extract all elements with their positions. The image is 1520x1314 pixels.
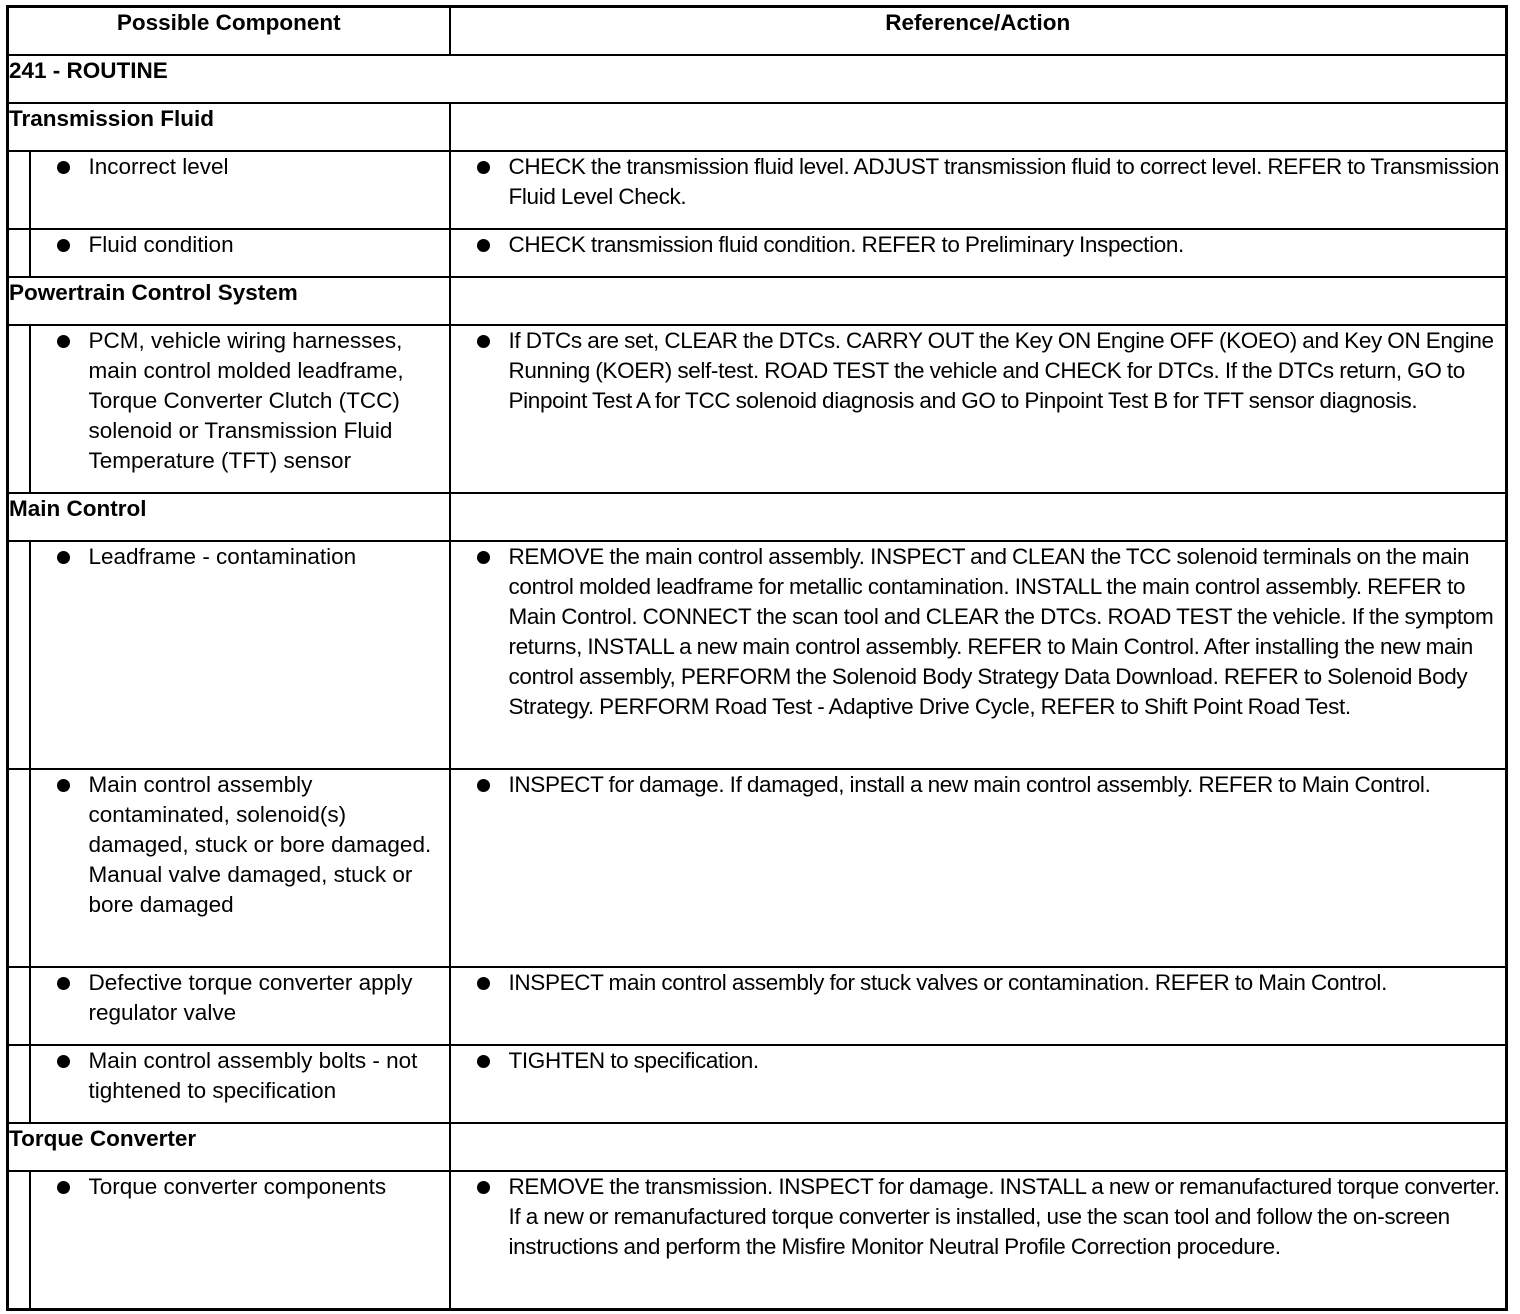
component-cell: Incorrect level xyxy=(30,151,450,229)
action-cell: CHECK the transmission fluid level. ADJUST transmission fluid to correct level. REFER to Transmission Fluid Level Check. xyxy=(450,151,1507,229)
indent-cell xyxy=(8,1171,30,1309)
table-row xyxy=(8,1171,1507,1309)
bullet-icon xyxy=(451,770,509,800)
group-row-transmission-fluid xyxy=(8,103,1507,151)
indent-cell xyxy=(8,151,30,229)
table-row xyxy=(8,541,1507,769)
diagnosis-table xyxy=(6,5,1508,1311)
group-title: Main Control xyxy=(8,493,450,541)
group-empty-cell xyxy=(450,493,1507,541)
bullet-icon xyxy=(451,542,509,722)
bullet-icon xyxy=(31,1046,89,1106)
component-cell: Fluid condition xyxy=(30,229,450,277)
header-reference-action: Reference/Action xyxy=(450,7,1507,56)
routine-row xyxy=(8,55,1507,103)
action-cell: If DTCs are set, CLEAR the DTCs. CARRY OUT the Key ON Engine OFF (KOEO) and Key ON Engine Running (KOER) self-test. ROAD TEST the vehicle and CHECK for DTCs. If the DTCs return, GO to Pinpoint Test A for TCC solenoid diagnosis and GO to Pinpoint Test B for TFT sensor diagnosis. xyxy=(450,325,1507,493)
component-cell: Defective torque converter apply regulator valve xyxy=(30,967,450,1045)
action-cell: CHECK transmission fluid condition. REFER to Preliminary Inspection. xyxy=(450,229,1507,277)
action-cell: REMOVE the main control assembly. INSPECT and CLEAN the TCC solenoid terminals on the main control molded leadframe for metallic contamination. INSTALL the main control assembly. REFER to Main Control. CONNECT the scan tool and CLEAR the DTCs. ROAD TEST the vehicle. If the symptom returns, INSTALL a new main control assembly. REFER to Main Control. After installing the new main control assembly, PERFORM the Solenoid Body Strategy Data Download. REFER to Solenoid Body Strategy. PERFORM Road Test - Adaptive Drive Cycle, REFER to Shift Point Road Test. xyxy=(450,541,1507,769)
bullet-icon xyxy=(31,968,89,1028)
bullet-icon xyxy=(451,326,509,416)
bullet-icon xyxy=(451,1046,509,1076)
bullet-icon xyxy=(31,152,89,182)
indent-cell xyxy=(8,325,30,493)
group-row-main-control xyxy=(8,493,1507,541)
routine-title: 241 - ROUTINE xyxy=(8,55,1507,103)
component-cell: PCM, vehicle wiring harnesses, main control molded leadframe, Torque Converter Clutch (TCC) solenoid or Transmission Fluid Temperature (TFT) sensor xyxy=(30,325,450,493)
table-row xyxy=(8,151,1507,229)
table-row xyxy=(8,967,1507,1045)
group-title: Powertrain Control System xyxy=(8,277,450,325)
table-row xyxy=(8,1045,1507,1123)
component-cell: Torque converter components xyxy=(30,1171,450,1309)
action-cell: INSPECT main control assembly for stuck valves or contamination. REFER to Main Control. xyxy=(450,967,1507,1045)
group-row-torque-converter xyxy=(8,1123,1507,1171)
component-cell: Main control assembly contaminated, solenoid(s) damaged, stuck or bore damaged. Manual valve damaged, stuck or bore damaged xyxy=(30,769,450,967)
indent-cell xyxy=(8,967,30,1045)
component-cell: Leadframe - contamination xyxy=(30,541,450,769)
group-title: Torque Converter xyxy=(8,1123,450,1171)
bullet-icon xyxy=(451,152,509,212)
group-empty-cell xyxy=(450,1123,1507,1171)
table-row xyxy=(8,769,1507,967)
bullet-icon xyxy=(451,1172,509,1262)
group-empty-cell xyxy=(450,277,1507,325)
indent-cell xyxy=(8,541,30,769)
table-row xyxy=(8,325,1507,493)
action-cell: TIGHTEN to specification. xyxy=(450,1045,1507,1123)
component-cell: Main control assembly bolts - not tightened to specification xyxy=(30,1045,450,1123)
action-cell: REMOVE the transmission. INSPECT for damage. INSTALL a new or remanufactured torque converter. If a new or remanufactured torque converter is installed, use the scan tool and follow the on-screen instructions and perform the Misfire Monitor Neutral Profile Correction procedure. xyxy=(450,1171,1507,1309)
indent-cell xyxy=(8,229,30,277)
indent-cell xyxy=(8,769,30,967)
header-row xyxy=(8,7,1507,56)
header-possible-component: Possible Component xyxy=(8,7,450,56)
bullet-icon xyxy=(31,230,89,260)
bullet-icon xyxy=(31,1172,89,1202)
bullet-icon xyxy=(31,326,89,476)
group-empty-cell xyxy=(450,103,1507,151)
table-row xyxy=(8,229,1507,277)
action-cell: INSPECT for damage. If damaged, install a new main control assembly. REFER to Main Control. xyxy=(450,769,1507,967)
bullet-icon xyxy=(31,542,89,572)
bullet-icon xyxy=(451,968,509,998)
group-title: Transmission Fluid xyxy=(8,103,450,151)
indent-cell xyxy=(8,1045,30,1123)
bullet-icon xyxy=(31,770,89,920)
group-row-powertrain-control-system xyxy=(8,277,1507,325)
bullet-icon xyxy=(451,230,509,260)
